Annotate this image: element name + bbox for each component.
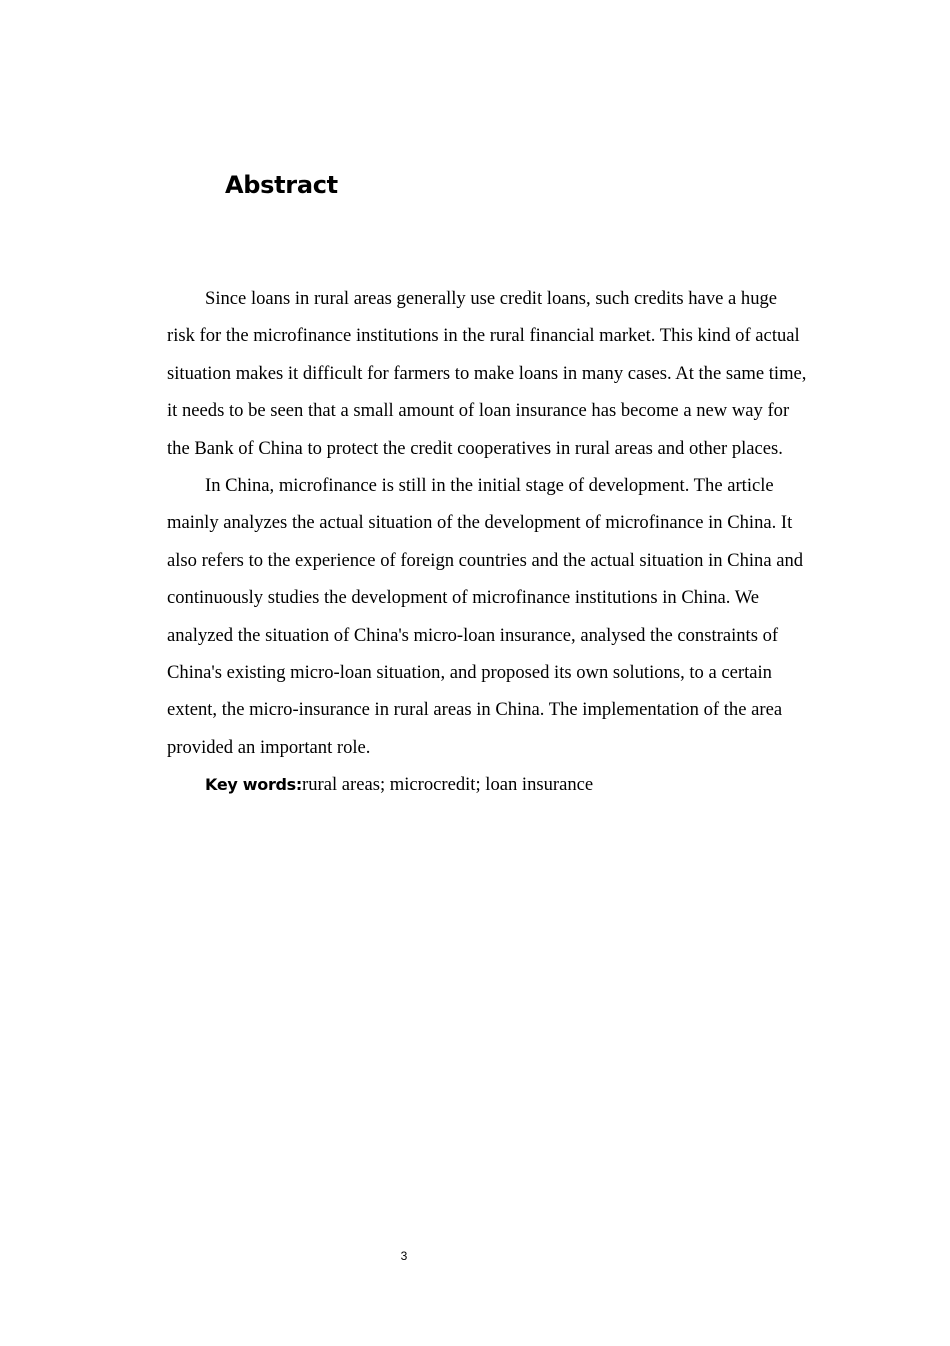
keywords-value: rural areas; microcredit; loan insurance bbox=[302, 774, 594, 796]
abstract-body bbox=[167, 280, 807, 804]
abstract-paragraph-2: In China, microfinance is still in the initial stage of development. The article mainly analyzes the actual situation of the development of microfinance in China. It also refers to the experience of foreign countries and the actual situation in China and continuously studies the development of microfinance institutions in China. We analyzed the situation of China's micro-loan insurance, analysed the constraints of China's existing micro-loan situation, and proposed its own solutions, to a certain extent, the micro-insurance in rural areas in China. The implementation of the area provided an important role. bbox=[167, 475, 804, 758]
keywords-line bbox=[167, 766, 807, 803]
abstract-heading: Abstract bbox=[225, 171, 338, 199]
abstract-paragraph-1: Since loans in rural areas generally use credit loans, such credits have a huge risk for the microfinance institutions in the rural financial market. This kind of actual situation makes it difficult for farmers to make loans in many cases. At the same time, it needs to be seen that a small amount of loan insurance has become a new way for the Bank of China to protect the credit cooperatives in rural areas and other places. bbox=[167, 288, 807, 459]
page-number: 3 bbox=[400, 1249, 408, 1263]
keywords-label: Key words: bbox=[205, 775, 303, 795]
